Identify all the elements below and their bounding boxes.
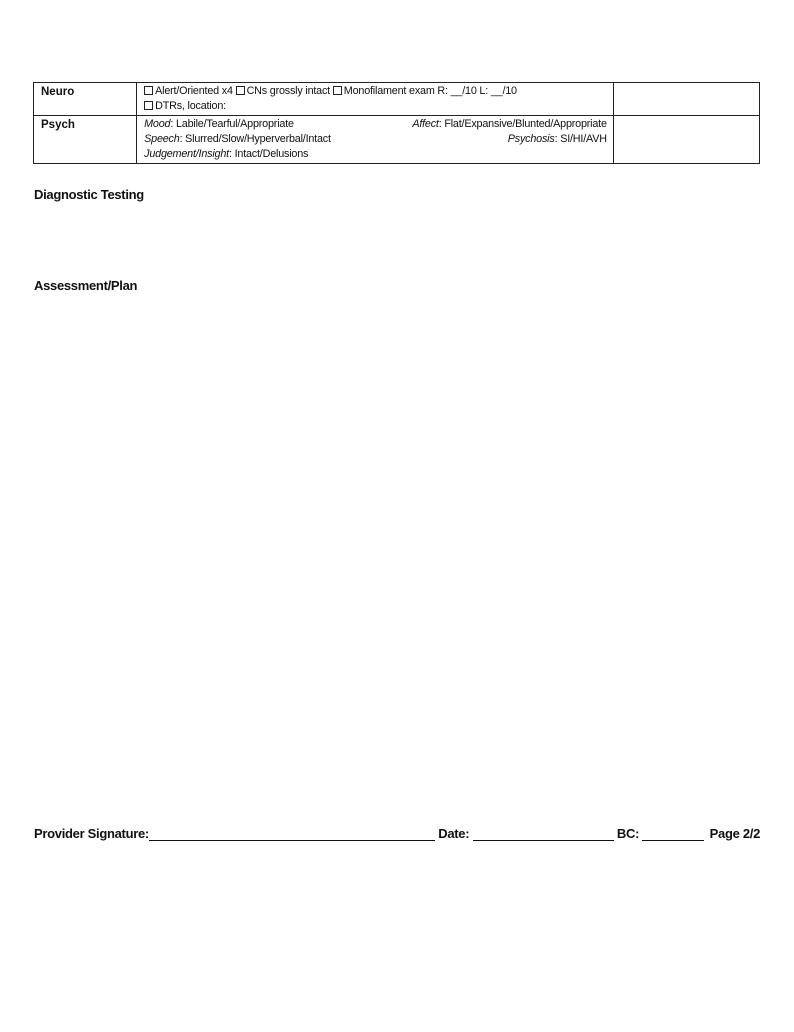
assessment-plan-heading: Assessment/Plan — [34, 278, 138, 293]
psychosis-options: : SI/HI/AVH — [554, 133, 607, 145]
speech-field — [144, 132, 331, 147]
psychosis-label: Psychosis — [507, 133, 555, 145]
alert-oriented-checkbox[interactable] — [144, 86, 153, 95]
speech-label: Speech — [144, 133, 180, 145]
signature-field[interactable] — [149, 827, 435, 841]
monofilament-label: Monofilament exam R: __/10 L: __/10 — [343, 85, 517, 97]
bc-field[interactable] — [642, 827, 704, 841]
affect-label: Affect — [412, 118, 439, 130]
psych-row — [34, 116, 760, 164]
mood-options: : Labile/Tearful/Appropriate — [170, 118, 294, 130]
monofilament-checkbox[interactable] — [333, 86, 342, 95]
neuro-row — [34, 83, 760, 116]
page-number: Page 2/2 — [709, 826, 760, 841]
exam-table — [33, 82, 760, 164]
bc-label: BC: — [616, 826, 640, 841]
date-field[interactable] — [473, 827, 614, 841]
cns-intact-checkbox[interactable] — [236, 86, 245, 95]
affect-options: : Flat/Expansive/Blunted/Appropriate — [438, 118, 607, 130]
diagnostic-testing-heading: Diagnostic Testing — [34, 187, 144, 202]
psych-notes-cell[interactable] — [613, 116, 759, 164]
cns-intact-label: CNs grossly intact — [246, 85, 330, 97]
affect-field — [412, 117, 606, 132]
date-label: Date: — [438, 826, 470, 841]
judgement-label: Judgement/Insight — [144, 148, 229, 160]
dtrs-checkbox[interactable] — [144, 101, 153, 110]
neuro-findings — [137, 83, 614, 116]
mood-label: Mood — [144, 118, 171, 130]
psych-label: Psych — [34, 116, 137, 164]
speech-options: : Slurred/Slow/Hyperverbal/Intact — [179, 133, 331, 145]
signature-footer — [34, 826, 760, 841]
dtrs-label: DTRs, location: — [155, 100, 226, 112]
psychosis-field — [508, 132, 607, 147]
neuro-label: Neuro — [34, 83, 137, 116]
psych-findings — [137, 116, 614, 164]
mood-field — [144, 117, 294, 132]
neuro-notes-cell[interactable] — [613, 83, 759, 116]
judgement-options: : Intact/Delusions — [228, 148, 309, 160]
alert-oriented-label: Alert/Oriented x4 — [155, 85, 233, 97]
signature-label: Provider Signature: — [34, 826, 149, 841]
